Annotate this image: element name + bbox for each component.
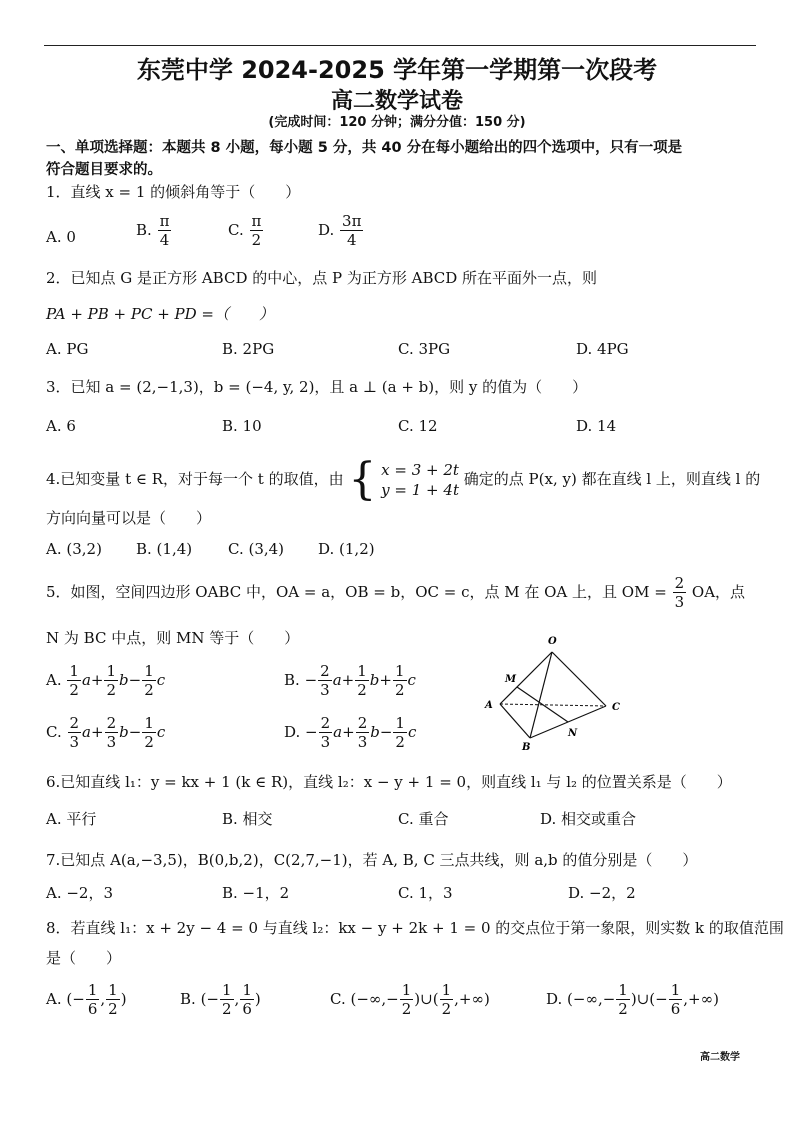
q2-option-a: A. PG [46,340,89,358]
label-b: B [522,742,531,753]
section-heading: 一、单项选择题：本题共 8 小题，每小题 5 分，共 40 分在每小题给出的四个选项中，只有一项是 [46,140,683,156]
q1-option-d: D. $\frac{3\pi}{4}$ [318,212,362,249]
q3-stem: 3．已知 a = (2,−1,3)，b = (−4, y, 2)，且 a ⊥ (a + b)，则 y 的值为（ ） [46,378,588,396]
q5-stem: 5．如图，空间四边形 OABC 中，OA = a，OB = b，OC = c，点 M 在 OA 上，且 OM = $\frac{2}{3}$ OA，点 [46,574,746,611]
q4-option-c: C. (3,4) [228,540,285,558]
q3-option-d: D. 14 [576,417,617,435]
q2-option-b: B. 2PG [222,340,275,358]
q8-option-b: B. (− $\frac{1}{2}$ , $\frac{1}{6}$ ) [180,981,261,1018]
q4-option-d: D. (1,2) [318,540,375,558]
q1-option-c: C. $\frac{\pi}{2}$ [228,212,262,249]
q6-option-b: B. 相交 [222,810,273,828]
q3-option-a: A. 6 [46,417,76,435]
label-o: O [548,636,557,647]
q1-stem: 1．直线 x = 1 的倾斜角等于（ ） [46,183,301,201]
q1-option-a: A. 0 [46,228,76,246]
q5-option-d: D. − $\frac{2}{3}$ a+ $\frac{2}{3}$ b− $\frac{1}{2}$ c [284,714,417,751]
q8-stem: 8．若直线 l₁：x + 2y − 4 = 0 与直线 l₂：kx − y + 2k + 1 = 0 的交点位于第一象限，则实数 k 的取值范围 [46,919,784,937]
exam-subtitle: 高二数学试卷 [330,89,463,114]
label-n: N [568,728,578,739]
q3-option-c: C. 12 [398,417,438,435]
q7-option-b: B. −1，2 [222,884,290,902]
label-m: M [505,674,517,685]
q7-option-d: D. −2，2 [568,884,636,902]
top-rule [44,45,756,46]
q7-stem: 7.已知点 A(a,−3,5)，B(0,b,2)，C(2,7,−1)，若 A, B, C 三点共线，则 a,b 的值分别是（ ） [46,851,698,869]
q5-option-a: A. $\frac{1}{2}$ a+ $\frac{1}{2}$ b− $\frac{1}{2}$ c [46,662,166,699]
page-footer: 高二数学 [700,1052,740,1063]
q6-option-c: C. 重合 [398,810,449,828]
q4-option-a: A. (3,2) [46,540,102,558]
q2-option-c: C. 3PG [398,340,451,358]
label-c: C [612,702,620,713]
q5-stem-cont: N 为 BC 中点，则 MN 等于（ ） [46,629,300,647]
q5-option-b: B. − $\frac{2}{3}$ a+ $\frac{1}{2}$ b+ $\frac{1}{2}$ c [284,662,416,699]
q8-stem-cont: 是（ ） [46,949,122,967]
q4-option-b: B. (1,4) [136,540,193,558]
label-a: A [485,700,493,711]
q8-option-a: A. (− $\frac{1}{6}$ , $\frac{1}{2}$ ) [46,981,127,1018]
q8-option-d: D. (−∞,− $\frac{1}{2}$ )∪(− $\frac{1}{6}$ ,+∞) [546,981,719,1018]
q3-option-b: B. 10 [222,417,262,435]
exam-title: 东莞中学 2024-2025 学年第一学期第一次段考 [136,56,658,84]
q7-option-c: C. 1，3 [398,884,453,902]
q2-option-d: D. 4PG [576,340,629,358]
q2-stem: 2．已知点 G 是正方形 ABCD 的中心，点 P 为正方形 ABCD 所在平面外一点，则 [46,269,598,287]
q1-option-b: B. $\frac{\pi}{4}$ [136,212,170,249]
section-heading-cont: 符合题目要求的。 [46,162,162,178]
q4-stem: 4.已知变量 t ∈ R，对于每一个 t 的取值，由 { x = 3 + 2t y = 1 + 4t 确定的点 P(x, y) 都在直线 l 上，则直线 l 的 [46,454,761,505]
q5-option-c: C. $\frac{2}{3}$ a+ $\frac{2}{3}$ b− $\frac{1}{2}$ c [46,714,166,751]
q7-option-a: A. −2，3 [46,884,114,902]
q6-option-a: A. 平行 [46,810,97,828]
q8-option-c: C. (−∞,− $\frac{1}{2}$ )∪( $\frac{1}{2}$ ,+∞) [330,981,490,1018]
q4-stem-cont: 方向向量可以是（ ） [46,509,212,527]
tetrahedron-figure [480,630,630,755]
q6-stem: 6.已知直线 l₁：y = kx + 1 (k ∈ R)，直线 l₂：x − y + 1 = 0，则直线 l₁ 与 l₂ 的位置关系是（ ） [46,773,732,791]
q6-option-d: D. 相交或重合 [540,810,637,828]
exam-info: (完成时间：120 分钟；满分分值：150 分) [268,115,526,130]
q2-equation: PA + PB + PC + PD =（ ） [46,305,275,323]
